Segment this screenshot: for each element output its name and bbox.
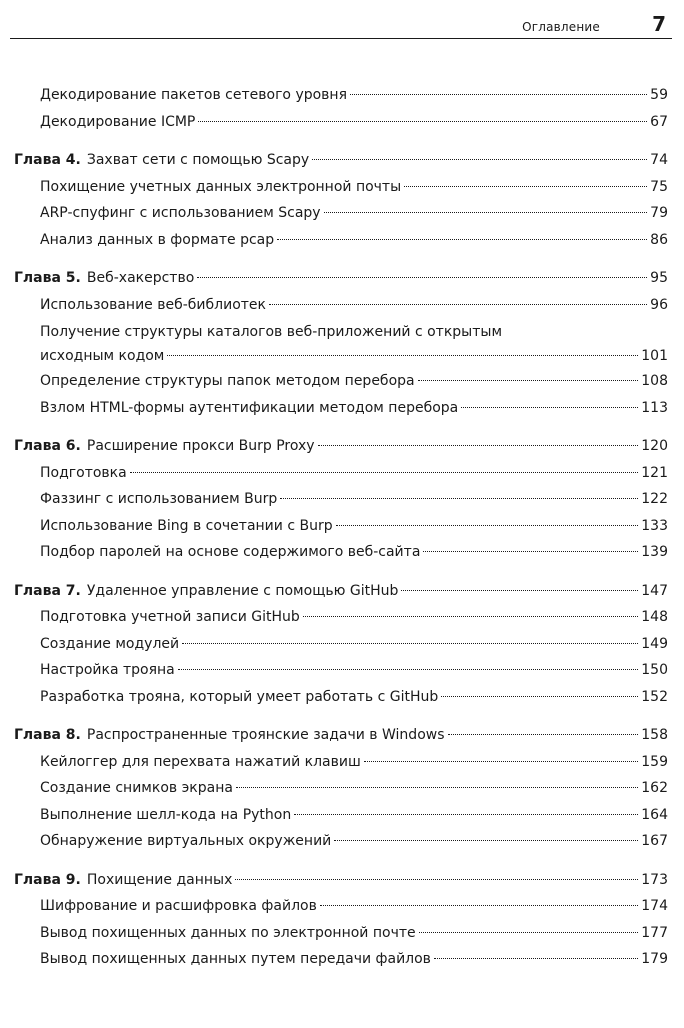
chapter-title: Веб-хакерство	[86, 270, 195, 286]
chapter-label: Глава 9.	[14, 871, 81, 888]
dot-leader	[294, 814, 638, 815]
toc-group	[0, 867, 684, 973]
toc-section-entry[interactable]	[0, 802, 684, 829]
toc-section-entry[interactable]	[0, 395, 684, 422]
section-title: Обнаружение виртуальных окружений	[40, 833, 332, 849]
toc-group	[0, 578, 684, 711]
dot-leader	[364, 761, 639, 762]
toc-section-entry[interactable]	[0, 292, 684, 319]
toc-group	[0, 82, 684, 135]
section-title: ARP-спуфинг с использованием Scapy	[40, 205, 321, 221]
toc-section-entry[interactable]	[0, 368, 684, 395]
page-ref: 67	[650, 113, 668, 130]
dot-leader	[318, 445, 639, 446]
dot-leader	[303, 616, 638, 617]
dot-leader	[198, 121, 647, 122]
section-title: Создание модулей	[40, 635, 180, 652]
toc-section-entry[interactable]	[0, 460, 684, 487]
page-ref: 159	[641, 753, 668, 770]
page-ref: 152	[641, 688, 668, 705]
page-ref: 167	[641, 833, 668, 849]
section-title: Создание снимков экрана	[40, 780, 233, 796]
page-ref: 113	[641, 399, 668, 416]
dot-leader	[182, 643, 638, 644]
page-ref: 173	[641, 871, 668, 888]
page-ref: 139	[641, 544, 668, 560]
page-ref: 75	[650, 178, 668, 195]
section-title: Настройка трояна	[40, 662, 175, 678]
header-rule	[10, 38, 672, 39]
section-title-line2: исходным кодом	[40, 348, 165, 364]
chapter-title: Удаленное управление с помощью GitHub	[86, 582, 399, 599]
toc-section-entry[interactable]	[0, 657, 684, 684]
chapter-title: Захват сети с помощью Scapy	[86, 152, 310, 168]
toc-section-entry[interactable]	[0, 749, 684, 776]
dot-leader	[178, 669, 639, 670]
page-ref: 121	[641, 464, 668, 481]
dot-leader	[320, 905, 638, 906]
toc-section-entry[interactable]	[0, 539, 684, 566]
chapter-label: Глава 6.	[14, 438, 81, 454]
page-ref: 101	[641, 348, 668, 364]
toc-chapter-entry[interactable]	[0, 433, 684, 460]
page-ref: 147	[641, 582, 668, 599]
toc-group	[0, 265, 684, 421]
dot-leader	[336, 525, 639, 526]
toc-section-entry[interactable]	[0, 920, 684, 947]
dot-leader	[130, 472, 639, 473]
page-ref: 74	[650, 152, 668, 168]
toc-group	[0, 147, 684, 253]
page-ref: 148	[641, 609, 668, 625]
section-title: Использование веб-библиотек	[40, 296, 266, 313]
toc-section-entry[interactable]	[0, 631, 684, 658]
toc-section-entry[interactable]	[0, 174, 684, 201]
dot-leader	[448, 734, 639, 735]
page-ref: 108	[641, 373, 668, 389]
table-of-contents	[0, 82, 684, 985]
toc-section-entry[interactable]	[0, 513, 684, 540]
page-ref: 133	[641, 517, 668, 534]
page-ref: 86	[650, 231, 668, 248]
toc-section-entry[interactable]	[0, 486, 684, 513]
toc-section-entry[interactable]	[0, 893, 684, 920]
section-title: Определение структуры папок методом перебора	[40, 373, 415, 389]
section-title: Вывод похищенных данных по электронной почте	[40, 924, 416, 941]
section-title: Декодирование пакетов сетевого уровня	[40, 87, 348, 103]
page-header	[0, 8, 672, 38]
section-title: Взлом HTML-формы аутентификации методом перебора	[40, 399, 459, 416]
toc-group	[0, 722, 684, 855]
chapter-label: Глава 5.	[14, 270, 81, 286]
page-ref: 179	[641, 951, 668, 967]
page-ref: 79	[650, 205, 668, 221]
section-title: Кейлоггер для перехвата нажатий клавиш	[40, 753, 361, 770]
dot-leader	[404, 186, 647, 187]
toc-chapter-entry[interactable]	[0, 147, 684, 174]
dot-leader	[277, 239, 647, 240]
dot-leader	[401, 590, 638, 591]
section-title: Разработка трояна, который умеет работать с GitHub	[40, 688, 439, 705]
section-title: Декодирование ICMP	[40, 113, 196, 130]
toc-group	[0, 433, 684, 566]
section-title: Шифрование и расшифровка файлов	[40, 898, 317, 914]
page-ref: 59	[650, 87, 668, 103]
toc-chapter-entry[interactable]	[0, 265, 684, 292]
section-title: Использование Bing в сочетании с Burp	[40, 517, 333, 534]
dot-leader	[350, 94, 647, 95]
dot-leader	[235, 879, 638, 880]
page-ref: 96	[650, 296, 668, 313]
toc-section-entry[interactable]	[0, 946, 684, 973]
dot-leader	[419, 932, 639, 933]
section-title: Вывод похищенных данных путем передачи файлов	[40, 951, 431, 967]
chapter-title: Расширение прокси Burp Proxy	[86, 438, 315, 454]
toc-section-entry[interactable]	[0, 775, 684, 802]
dot-leader	[334, 840, 638, 841]
section-title-line1: Получение структуры каталогов веб-приложений с открытым	[40, 324, 503, 340]
dot-leader	[423, 551, 638, 552]
toc-chapter-entry[interactable]	[0, 867, 684, 894]
dot-leader	[167, 355, 638, 356]
toc-section-entry[interactable]	[0, 604, 684, 631]
toc-section-entry[interactable]	[0, 684, 684, 711]
dot-leader	[418, 380, 639, 381]
chapter-label: Глава 8.	[14, 727, 81, 743]
page-ref: 164	[641, 806, 668, 823]
section-title: Анализ данных в формате pcap	[40, 231, 275, 248]
toc-chapter-entry[interactable]	[0, 722, 684, 749]
chapter-title: Похищение данных	[86, 871, 233, 888]
toc-section-entry[interactable]	[0, 227, 684, 254]
section-title: Выполнение шелл-кода на Python	[40, 806, 292, 823]
page-ref: 122	[641, 491, 668, 507]
section-title: Подготовка	[40, 464, 127, 481]
page-ref: 120	[641, 438, 668, 454]
page-ref: 162	[641, 780, 668, 796]
dot-leader	[324, 212, 648, 213]
running-head-title: Оглавление	[522, 20, 600, 34]
dot-leader	[312, 159, 647, 160]
section-title-line2-row	[40, 344, 668, 368]
dot-leader	[461, 407, 638, 408]
dot-leader	[197, 277, 647, 278]
page-ref: 95	[650, 270, 668, 286]
page-ref: 174	[641, 898, 668, 914]
page-ref: 149	[641, 635, 668, 652]
toc-section-entry[interactable]	[0, 109, 684, 136]
page-ref: 158	[641, 727, 668, 743]
toc-section-entry[interactable]	[0, 82, 684, 109]
section-title: Подготовка учетной записи GitHub	[40, 609, 300, 625]
dot-leader	[434, 958, 638, 959]
page-ref: 177	[641, 924, 668, 941]
dot-leader	[441, 696, 638, 697]
section-title: Похищение учетных данных электронной почты	[40, 178, 402, 195]
dot-leader	[280, 498, 638, 499]
section-title: Подбор паролей на основе содержимого веб-сайта	[40, 544, 421, 560]
chapter-label: Глава 4.	[14, 152, 81, 168]
toc-section-entry[interactable]	[0, 318, 684, 368]
toc-chapter-entry[interactable]	[0, 578, 684, 605]
dot-leader	[269, 304, 647, 305]
toc-section-entry[interactable]	[0, 200, 684, 227]
page-ref: 150	[641, 662, 668, 678]
toc-section-entry[interactable]	[0, 828, 684, 855]
section-title: Фаззинг с использованием Burp	[40, 491, 278, 507]
chapter-label: Глава 7.	[14, 582, 81, 599]
dot-leader	[236, 787, 638, 788]
page-number: 7	[652, 12, 666, 36]
chapter-title: Распространенные троянские задачи в Windows	[86, 727, 445, 743]
